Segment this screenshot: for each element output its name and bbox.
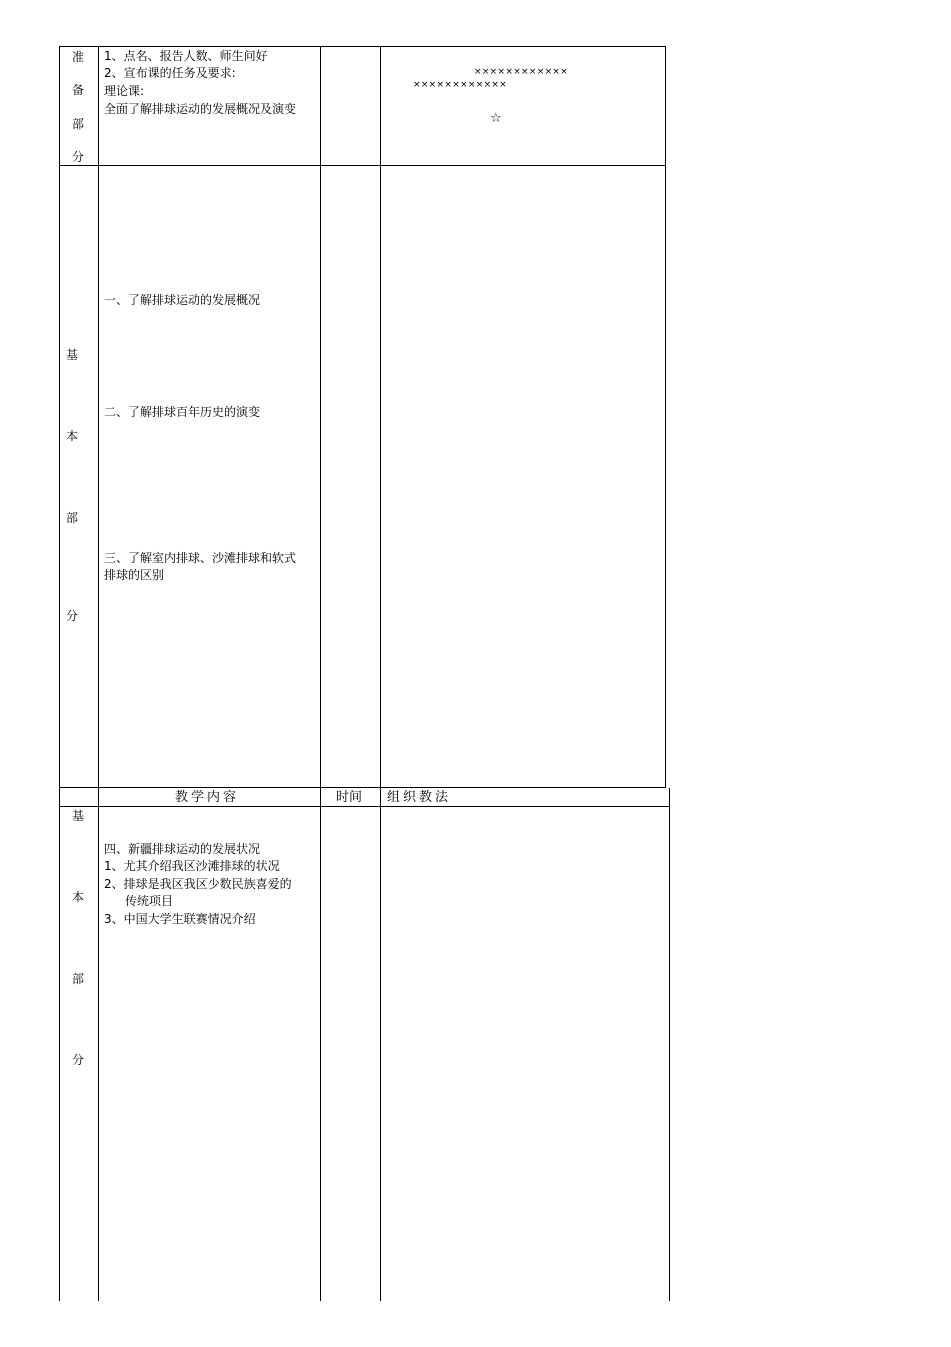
basic2-item: 1、尤其介绍我区沙滩排球的状况 (104, 859, 280, 873)
basic2-label-char: 部 (71, 972, 84, 986)
basic-label-char: 本 (65, 429, 78, 443)
formation-row: ×××××××××××× (413, 80, 508, 90)
table1-col3-divider (380, 46, 381, 788)
header-method: 组织教法 (387, 790, 452, 805)
table1-left-border (59, 46, 60, 788)
basic2-label-char: 分 (71, 1053, 84, 1067)
prep-item: 理论课: (104, 84, 145, 98)
table1-top-border (59, 46, 666, 47)
prep-label-char: 分 (71, 150, 84, 164)
basic2-item: 3、中国大学生联赛情况介绍 (104, 912, 256, 926)
table1-bottom-border (59, 787, 666, 788)
table1-col2-divider (320, 46, 321, 788)
basic-label-char: 分 (65, 609, 78, 623)
header-time: 时间 (336, 790, 363, 805)
table1-right-border (665, 46, 666, 788)
table1-row-divider (59, 165, 666, 166)
basic2-item: 2、排球是我区我区少数民族喜爱的 (104, 877, 292, 891)
prep-item: 1、点名、报告人数、师生问好 (104, 49, 268, 63)
basic2-item: 四、新疆排球运动的发展状况 (104, 842, 261, 856)
table1-col1-divider (98, 46, 99, 788)
table2-bottom-of-header (59, 806, 670, 807)
table2-col3-divider (380, 788, 381, 1301)
basic2-label-char: 本 (71, 890, 84, 904)
table2-left-border (59, 788, 60, 1301)
basic-item: 一、了解排球运动的发展概况 (104, 293, 261, 307)
table2-col1-divider (98, 788, 99, 1301)
basic-label-char: 部 (65, 511, 78, 525)
prep-item: 2、宣布课的任务及要求: (104, 66, 236, 80)
header-content: 教学内容 (175, 790, 240, 805)
basic-item: 二、了解排球百年历史的演变 (104, 405, 261, 419)
basic2-item: 传统项目 (125, 894, 174, 908)
prep-label-char: 备 (71, 83, 84, 97)
prep-label-char: 部 (71, 117, 84, 131)
table2-col2-divider (320, 788, 321, 1301)
prep-label-char: 准 (71, 50, 84, 64)
formation-row: ×××××××××××× (474, 67, 569, 77)
basic2-label-char: 基 (71, 809, 84, 823)
teacher-star-icon: ☆ (490, 111, 502, 126)
prep-item: 全面了解排球运动的发展概况及演变 (104, 102, 297, 116)
basic-item: 排球的区别 (104, 568, 165, 582)
basic-label-char: 基 (65, 348, 78, 362)
table2-right-border (669, 788, 670, 1301)
basic-item: 三、了解室内排球、沙滩排球和软式 (104, 551, 297, 565)
